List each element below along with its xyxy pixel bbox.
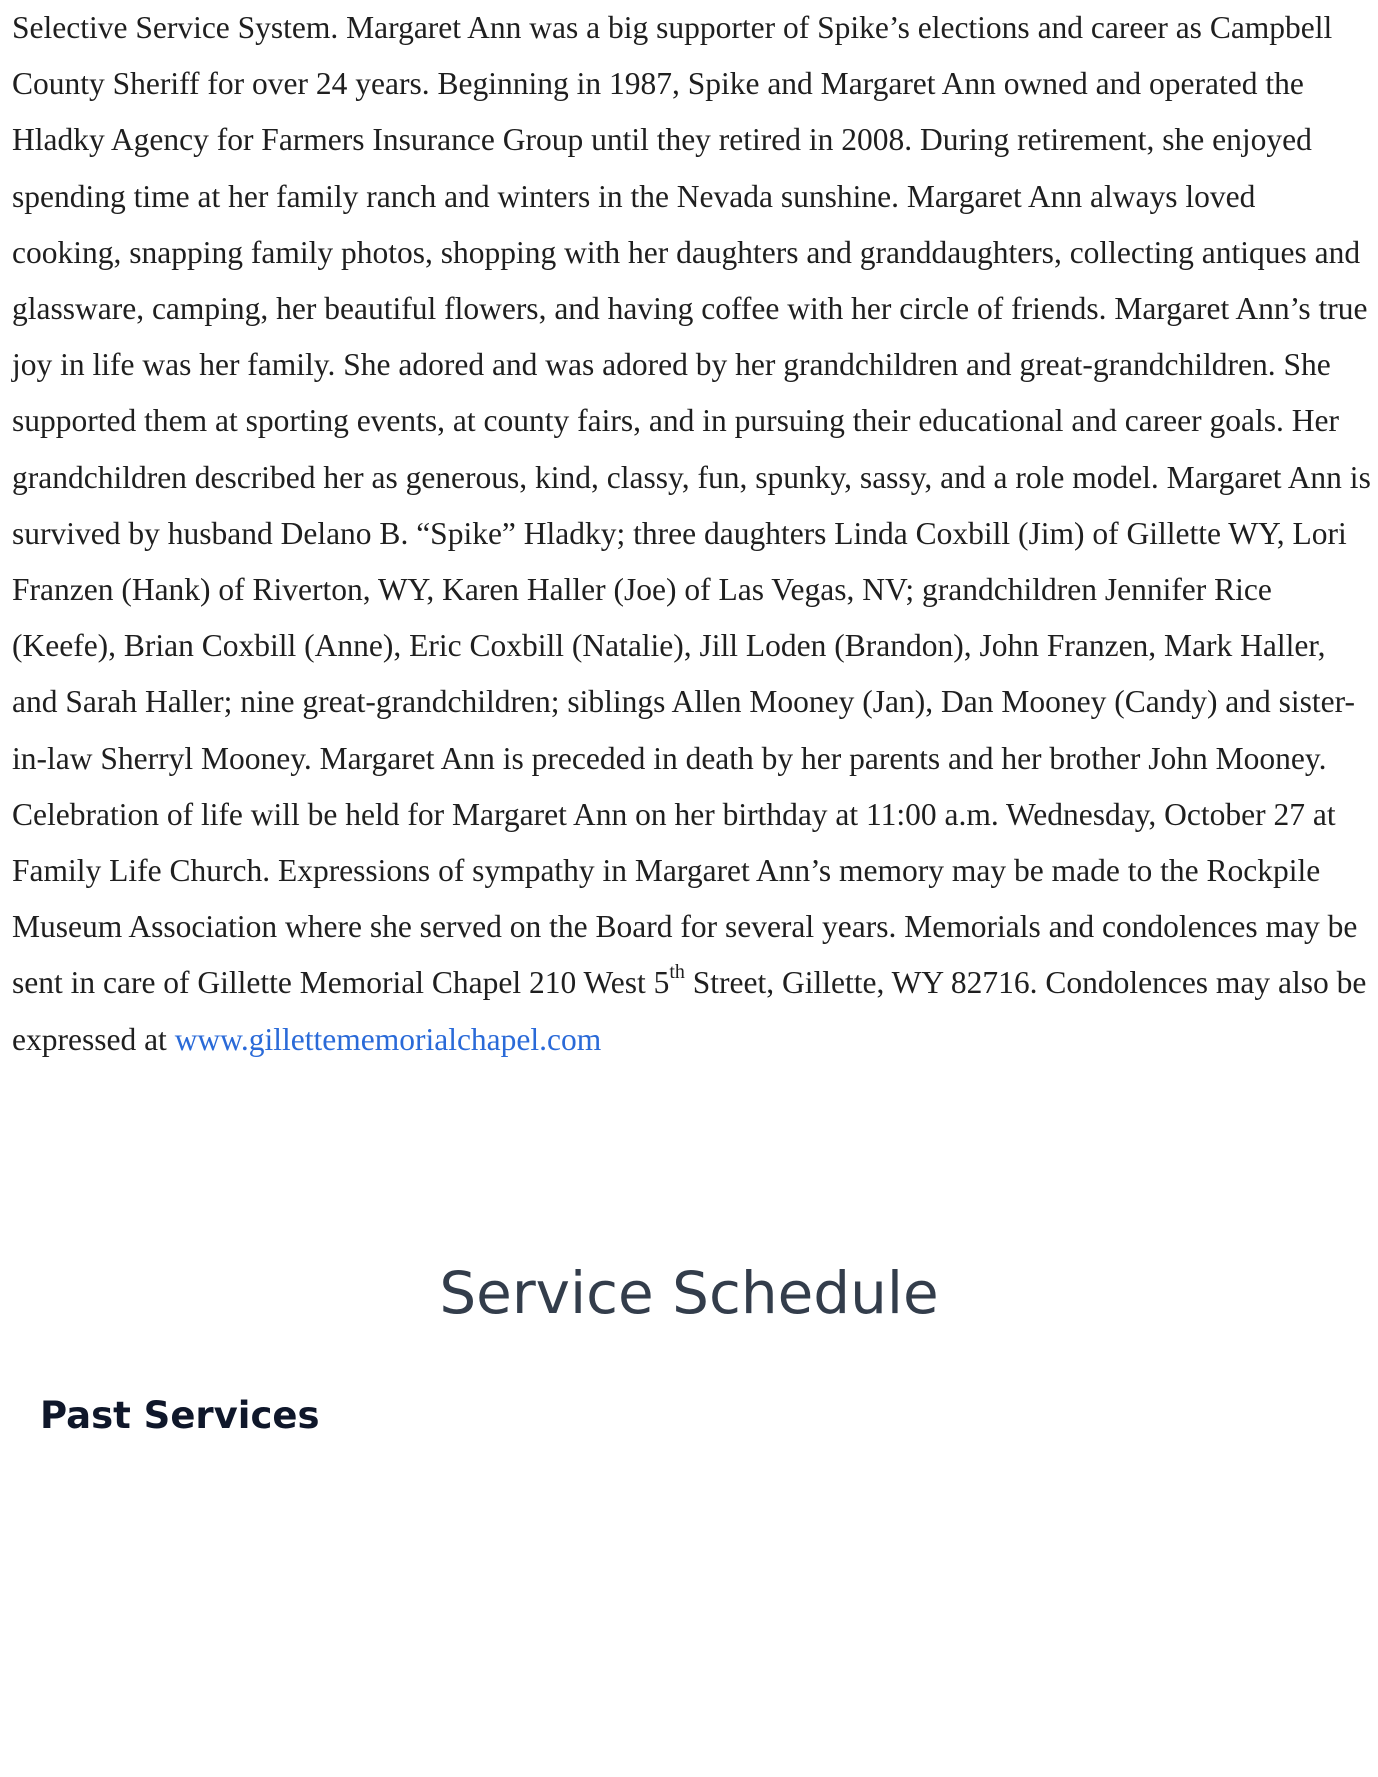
obituary-body-part-1: Selective Service System. Margaret Ann was a big supporter of Spike’s elections and career as Campbell County Sheriff for over 24 years. Beginning in 1987, Spike and Margaret Ann owned and operated the Hladky Agency for Farmers Insurance Group until they retired in 2008. During retirement, she enjoyed spending time at her family ranch and winters in the Nevada sunshine. Margaret Ann always loved cooking, snapping family photos, shopping with her daughters and granddaughters, collecting antiques and glassware, camping, her beautiful flowers, and having coffee with her circle of friends. Margaret Ann’s true joy in life was her family. She adored and was adored by her grandchildren and great-grandchildren. She supported them at sporting events, at county fairs, and in pursuing their educational and career goals. Her grandchildren described her as generous, kind, classy, fun, spunky, sassy, and a role model. Margaret Ann is survived by husband Delano B. “Spike” Hladky; three daughters Linda Coxbill (Jim) of Gillette WY, Lori Franzen (Hank) of Riverton, WY, Karen Haller (Joe) of Las Vegas, NV; grandchildren Jennifer Rice (Keefe), Brian Coxbill (Anne), Eric Coxbill (Natalie), Jill Loden (Brandon), John Franzen, Mark Haller, and Sarah Haller; nine great-grandchildren; siblings Allen Mooney (Jan), Dan Mooney (Candy) and sister-in-law Sherryl Mooney. Margaret Ann is preceded in death by her parents and her brother John Mooney. Celebration of life will be held for Margaret Ann on her birthday at 11:00 a.m. Wednesday, October 27 at Family Life Church. Expressions of sympathy in Margaret Ann’s memory may be made to the Rockpile Museum Association where she served on the Board for several years. Memorials and condolences may be sent in care of Gillette Memorial Chapel 210 West 5	[12, 10, 1371, 1001]
chapel-website-link[interactable]: www.gillettememorialchapel.com	[174, 1021, 602, 1057]
ordinal-suffix: th	[669, 961, 685, 984]
obituary-text	[12, 0, 1372, 1068]
past-services-heading: Past Services	[40, 1394, 320, 1437]
obituary-body-part-2: Street, Gillette, WY 82716. Condolences may also be expressed at	[12, 965, 1367, 1057]
service-schedule-heading: Service Schedule	[439, 1259, 939, 1327]
